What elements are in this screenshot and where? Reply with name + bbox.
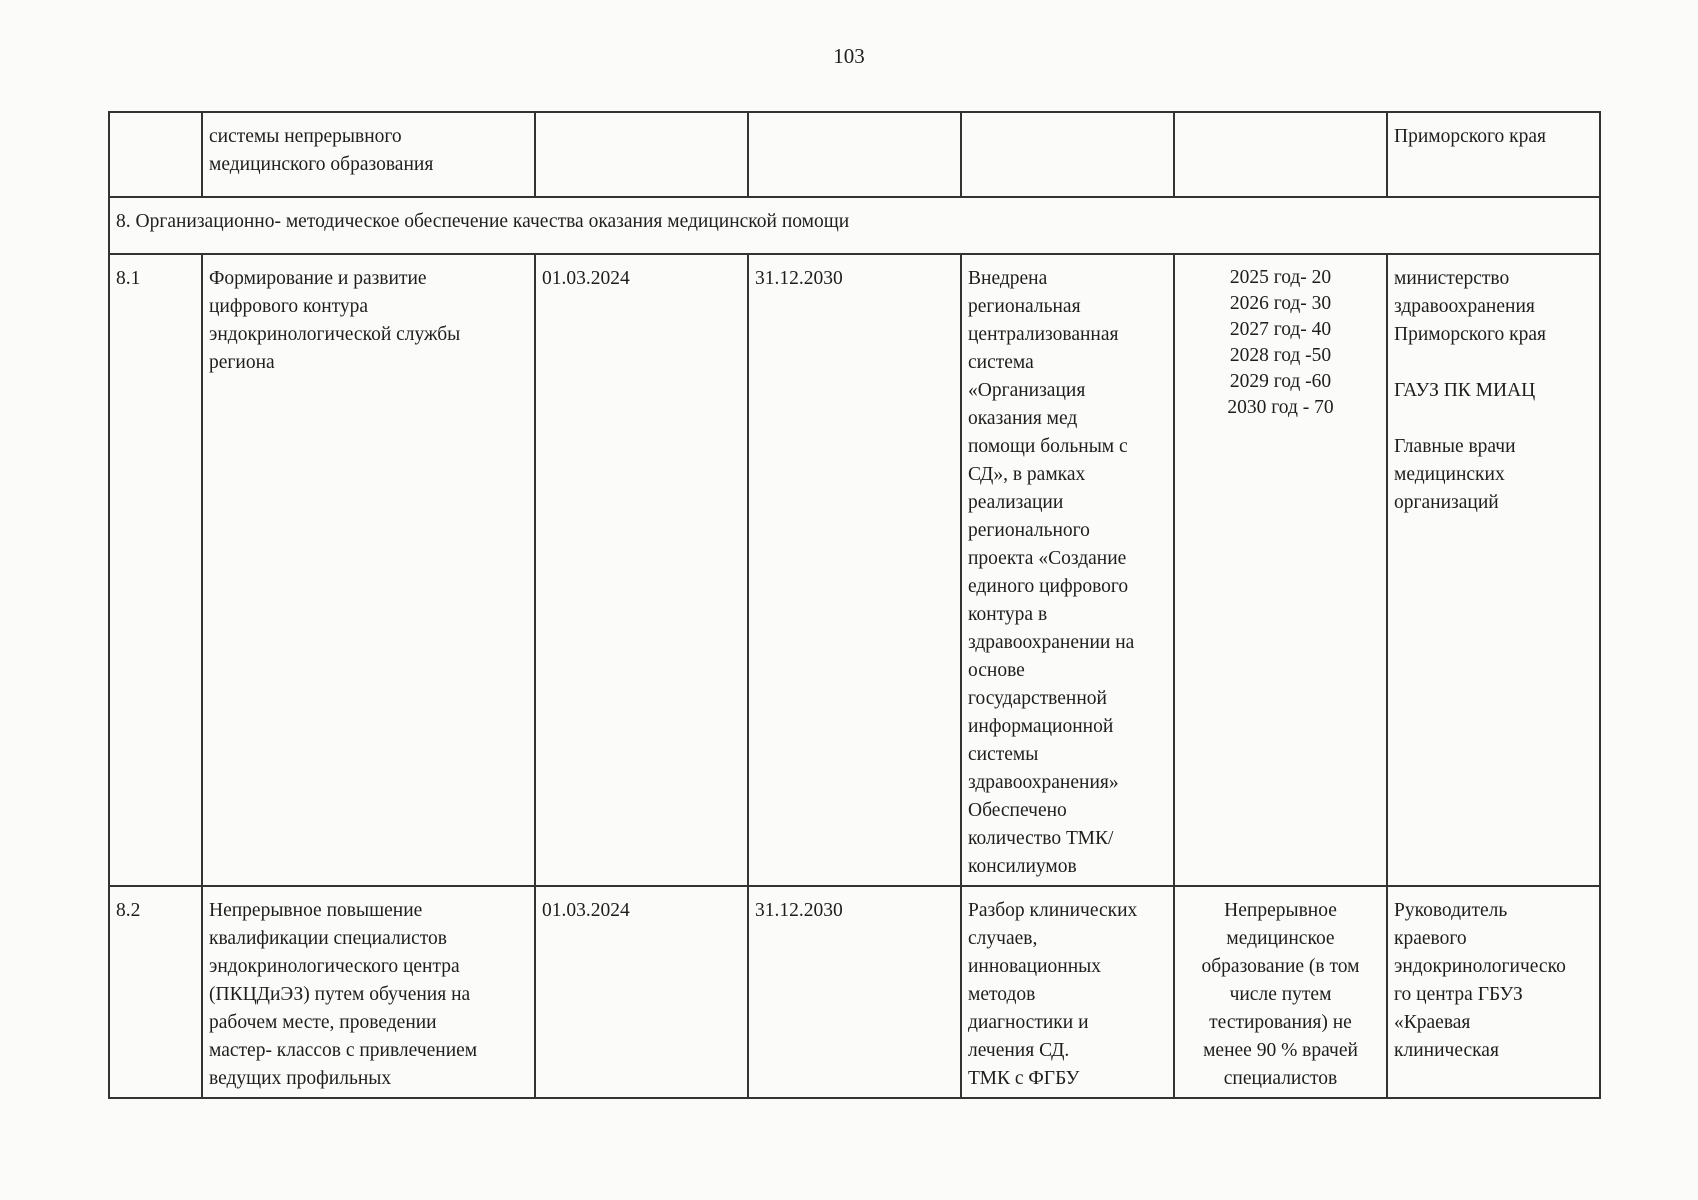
activity-line: цифрового контура — [209, 296, 369, 317]
responsible-line: организаций — [1394, 492, 1499, 513]
indicator-cell — [1174, 886, 1387, 1098]
activity-line: эндокринологического центра — [209, 956, 460, 977]
result-line: случаев, — [968, 928, 1038, 949]
responsible-line: ГАУЗ ПК МИАЦ — [1394, 380, 1536, 401]
responsible-line: «Краевая — [1394, 1012, 1471, 1033]
result-line: СД», в рамках — [968, 464, 1086, 485]
spacer — [1394, 405, 1593, 433]
end-date-cell — [748, 254, 961, 886]
result-line: основе — [968, 660, 1025, 681]
number-cell — [109, 112, 202, 197]
responsible-line: Приморского края — [1394, 126, 1546, 147]
page-number: 103 — [833, 44, 865, 68]
result-cell — [961, 112, 1174, 197]
result-line: регионального — [968, 520, 1090, 541]
responsible-line: министерство — [1394, 268, 1510, 289]
indicator-line: 2025 год- 20 — [1229, 267, 1332, 288]
result-line: государственной — [968, 688, 1107, 709]
indicator-line: менее 90 % врачей — [1203, 1040, 1358, 1061]
indicator-line: 2028 год -50 — [1229, 345, 1332, 366]
result-line: помощи больным с — [968, 436, 1128, 457]
result-line: система — [968, 352, 1034, 373]
end-date-cell — [748, 886, 961, 1098]
result-line: лечения СД. — [968, 1040, 1070, 1061]
row-8-1 — [109, 254, 1600, 886]
end-date-cell — [748, 112, 961, 197]
activity-line: рабочем месте, проведении — [209, 1012, 437, 1033]
activity-line: региона — [209, 352, 275, 373]
responsible-line: Руководитель — [1394, 900, 1508, 921]
indicator-cell — [1174, 254, 1387, 886]
responsible-line: го центра ГБУЗ — [1394, 984, 1523, 1005]
indicator-line: Непрерывное — [1224, 900, 1337, 921]
end-date: 31.12.2030 — [755, 900, 843, 921]
indicator-line: медицинское — [1226, 928, 1335, 949]
responsible-cell — [1387, 112, 1600, 197]
responsible-line: Приморского края — [1394, 324, 1546, 345]
indicator-line: 2029 год -60 — [1229, 371, 1332, 392]
indicator-line: 2030 год - 70 — [1227, 397, 1334, 418]
activity-cell — [202, 886, 535, 1098]
result-line: здравоохранения» — [968, 772, 1119, 793]
row-8-2 — [109, 886, 1600, 1098]
start-date: 01.03.2024 — [542, 268, 630, 289]
indicator-line: числе путем — [1229, 984, 1332, 1005]
row-number: 8.2 — [116, 900, 141, 921]
start-date: 01.03.2024 — [542, 900, 630, 921]
indicator-line: 2026 год- 30 — [1229, 293, 1332, 314]
indicator-line: специалистов — [1223, 1068, 1338, 1089]
responsible-line: краевого — [1394, 928, 1467, 949]
start-date-cell — [535, 886, 748, 1098]
responsible-cell — [1387, 886, 1600, 1098]
activity-line: Формирование и развитие — [209, 268, 427, 289]
result-line: единого цифрового — [968, 576, 1129, 597]
activity-line: мастер- классов с привлечением — [209, 1040, 478, 1061]
result-line: оказания мед — [968, 408, 1078, 429]
indicator-line: 2027 год- 40 — [1229, 319, 1332, 340]
row-number: 8.1 — [116, 268, 141, 289]
result-cell — [961, 254, 1174, 886]
activity-line: медицинского образования — [209, 154, 434, 175]
section-row — [109, 197, 1600, 254]
end-date: 31.12.2030 — [755, 268, 843, 289]
result-line: «Организация — [968, 380, 1086, 401]
responsible-line: клиническая — [1394, 1040, 1499, 1061]
activity-line: квалификации специалистов — [209, 928, 447, 949]
spacer — [1394, 349, 1593, 377]
start-date-cell — [535, 254, 748, 886]
measures-table — [108, 111, 1601, 1099]
result-line: системы — [968, 744, 1039, 765]
start-date-cell — [535, 112, 748, 197]
activity-line: Непрерывное повышение — [209, 900, 423, 921]
activity-cell — [202, 254, 535, 886]
result-line: региональная — [968, 296, 1081, 317]
number-cell — [109, 254, 202, 886]
activity-cell — [202, 112, 535, 197]
activity-line: системы непрерывного — [209, 126, 402, 147]
result-line: инновационных — [968, 956, 1102, 977]
activity-line: (ПКЦДиЭЗ) путем обучения на — [209, 984, 471, 1005]
result-line: Разбор клинических — [968, 900, 1138, 921]
indicator-line: образование (в том — [1201, 956, 1360, 977]
result-line: консилиумов — [968, 856, 1077, 877]
responsible-line: здравоохранения — [1394, 296, 1535, 317]
result-line: контура в — [968, 604, 1048, 625]
responsible-line: Главные врачи — [1394, 436, 1516, 457]
result-line: реализации — [968, 492, 1064, 513]
continuation-row — [109, 112, 1600, 197]
result-line: централизованная — [968, 324, 1119, 345]
responsible-line: медицинских — [1394, 464, 1505, 485]
section-title: 8. Организационно- методическое обеспечение качества оказания медицинской помощи — [116, 211, 850, 232]
result-line: Обеспечено — [968, 800, 1067, 821]
result-line: информационной — [968, 716, 1114, 737]
responsible-line: эндокринологическо — [1394, 956, 1566, 977]
result-line: количество ТМК/ — [968, 828, 1114, 849]
section-title-cell — [109, 197, 1600, 254]
number-cell — [109, 886, 202, 1098]
result-line: здравоохранении на — [968, 632, 1135, 653]
activity-line: ведущих профильных — [209, 1068, 392, 1089]
result-line: диагностики и — [968, 1012, 1089, 1033]
responsible-cell — [1387, 254, 1600, 886]
activity-line: эндокринологической службы — [209, 324, 461, 345]
result-line: Внедрена — [968, 268, 1048, 289]
result-line: проекта «Создание — [968, 548, 1127, 569]
indicator-cell — [1174, 112, 1387, 197]
result-cell — [961, 886, 1174, 1098]
result-line: методов — [968, 984, 1036, 1005]
result-line: ТМК с ФГБУ — [968, 1068, 1080, 1089]
indicator-line: тестирования) не — [1209, 1012, 1352, 1033]
